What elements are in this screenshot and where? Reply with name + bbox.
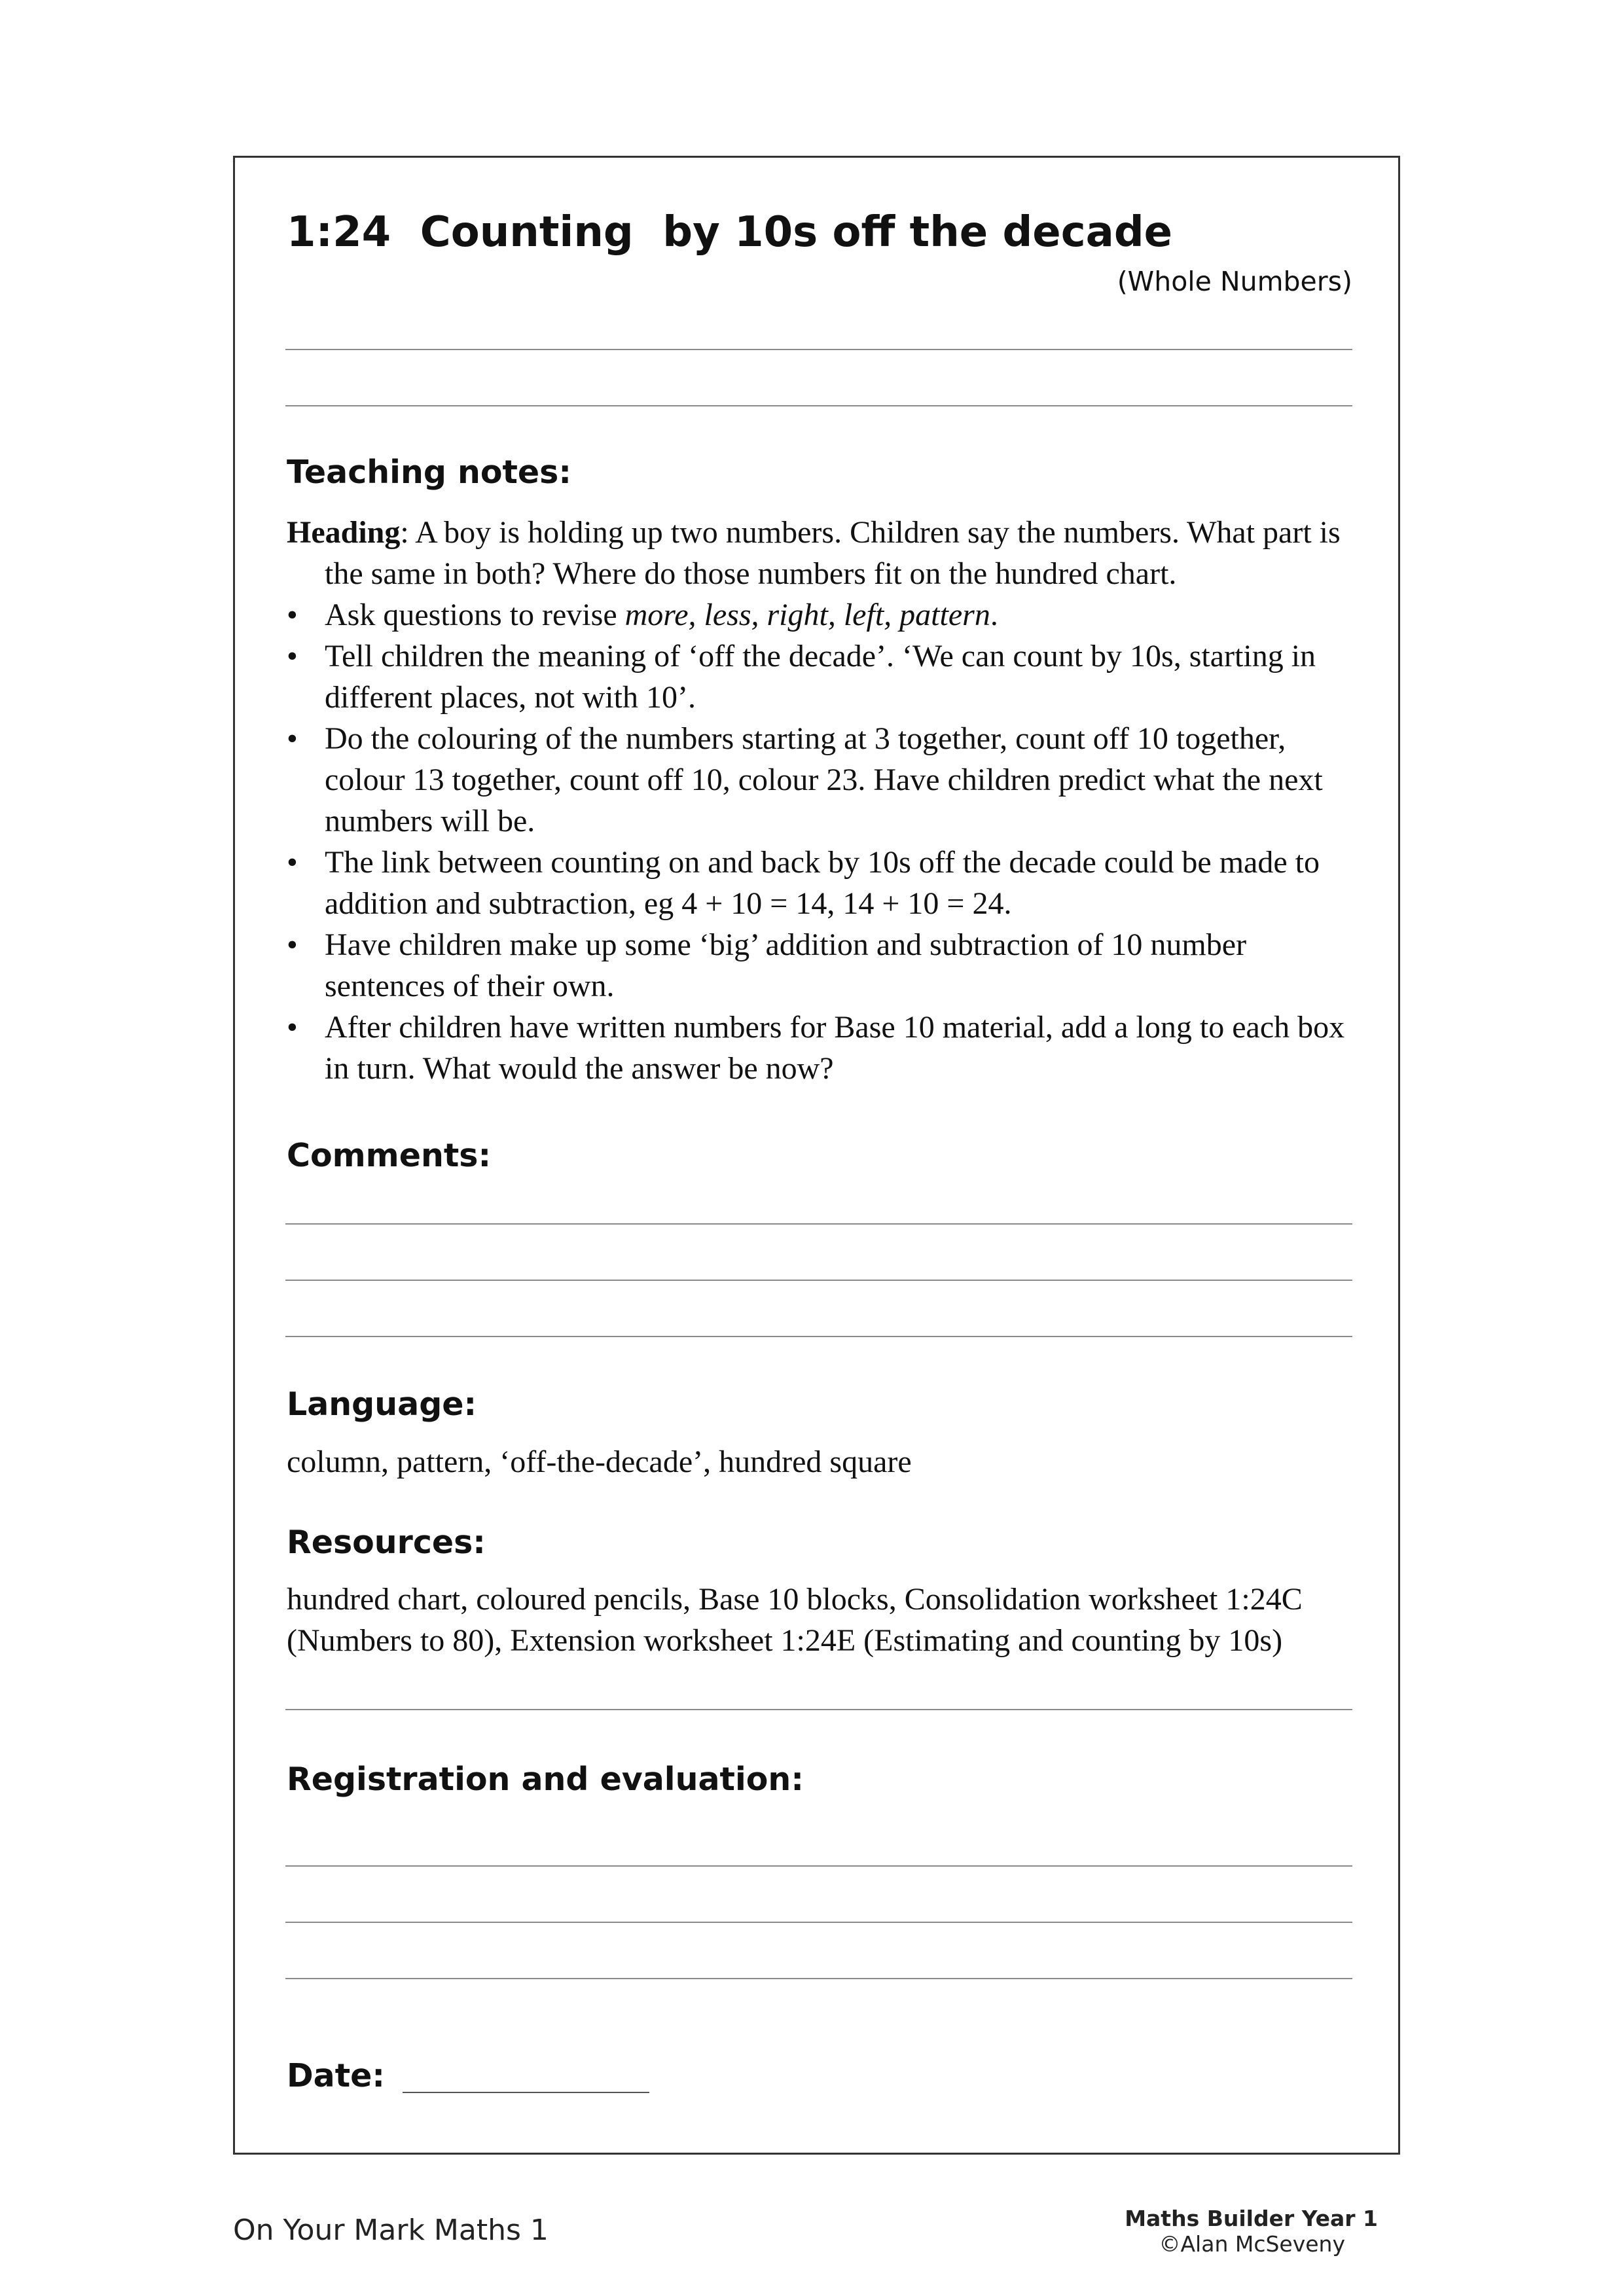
list-item (287, 718, 1354, 842)
bullet-icon: • (287, 1010, 298, 1045)
teaching-notes-lead (287, 512, 1354, 594)
bullet-text: Ask questions to revise (325, 598, 625, 632)
registration-heading: Registration and evaluation: (287, 1761, 804, 1798)
footer-publisher: On Your Mark Maths 1 (233, 2214, 549, 2247)
divider-line (285, 405, 1352, 406)
list-item (287, 924, 1354, 1007)
list-item (287, 636, 1354, 718)
page-title: 1:24 Counting by 10s off the decade (287, 208, 1173, 257)
footer-credit (1125, 2206, 1378, 2257)
bullet-icon: • (287, 598, 298, 632)
comments-line (285, 1280, 1352, 1281)
bullet-text: Tell children the meaning of ‘off the decade’. ‘We can count by 10s, starting in different places, not with 10’. (325, 639, 1316, 715)
lead-bold-label: Heading (287, 515, 401, 550)
list-item (287, 594, 1354, 636)
resources-text: hundred chart, coloured pencils, Base 10 blocks, Consolidation worksheet 1:24C (Numbers to 80), Extension worksheet 1:24E (Estimating and counting by 10s) (287, 1582, 1303, 1658)
list-item (287, 842, 1354, 924)
comments-heading: Comments: (287, 1137, 492, 1174)
bullet-icon: • (287, 927, 298, 962)
bullet-text: The link between counting on and back by 10s off the decade could be made to addition and subtraction, eg 4 + 10 = 14, 14 + 10 = 24. (325, 845, 1320, 921)
resources-heading: Resources: (287, 1524, 486, 1561)
footer-series-title: Maths Builder Year 1 (1125, 2206, 1378, 2231)
date-label: Date: (287, 2057, 385, 2094)
bullet-icon: • (287, 639, 298, 673)
bullet-icon: • (287, 845, 298, 880)
registration-line (285, 1865, 1352, 1867)
bullet-text-suffix: . (990, 598, 998, 632)
lead-text: : A boy is holding up two numbers. Children say the numbers. What part is the same in both? Where do those numbers fit on the hundred chart. (325, 515, 1341, 591)
divider-line (285, 1709, 1352, 1710)
comments-line (285, 1223, 1352, 1225)
bullet-icon: • (287, 721, 298, 756)
page-subtitle: (Whole Numbers) (1117, 266, 1352, 297)
bullet-text: After children have written numbers for Base 10 material, add a long to each box in turn. What would the answer be now? (325, 1010, 1345, 1086)
divider-line (285, 349, 1352, 350)
list-item (287, 1007, 1354, 1089)
bullet-text: Do the colouring of the numbers starting at 3 together, count off 10 together, colour 13 together, count off 10, colour 23. Have children predict what the next numbers will be. (325, 721, 1323, 838)
teaching-notes-heading: Teaching notes: (287, 454, 571, 491)
registration-line (285, 1922, 1352, 1923)
registration-line (285, 1978, 1352, 1979)
date-line (403, 2092, 649, 2093)
comments-line (285, 1336, 1352, 1337)
bullet-italic-text: more, less, right, left, pattern (624, 598, 990, 632)
footer-copyright: ©Alan McSeveny (1159, 2231, 1345, 2257)
bullet-text: Have children make up some ‘big’ addition and subtraction of 10 number sentences of their own. (325, 927, 1247, 1003)
teaching-notes-list (287, 512, 1354, 1089)
language-text: column, pattern, ‘off-the-decade’, hundred square (287, 1444, 912, 1479)
language-heading: Language: (287, 1386, 477, 1423)
